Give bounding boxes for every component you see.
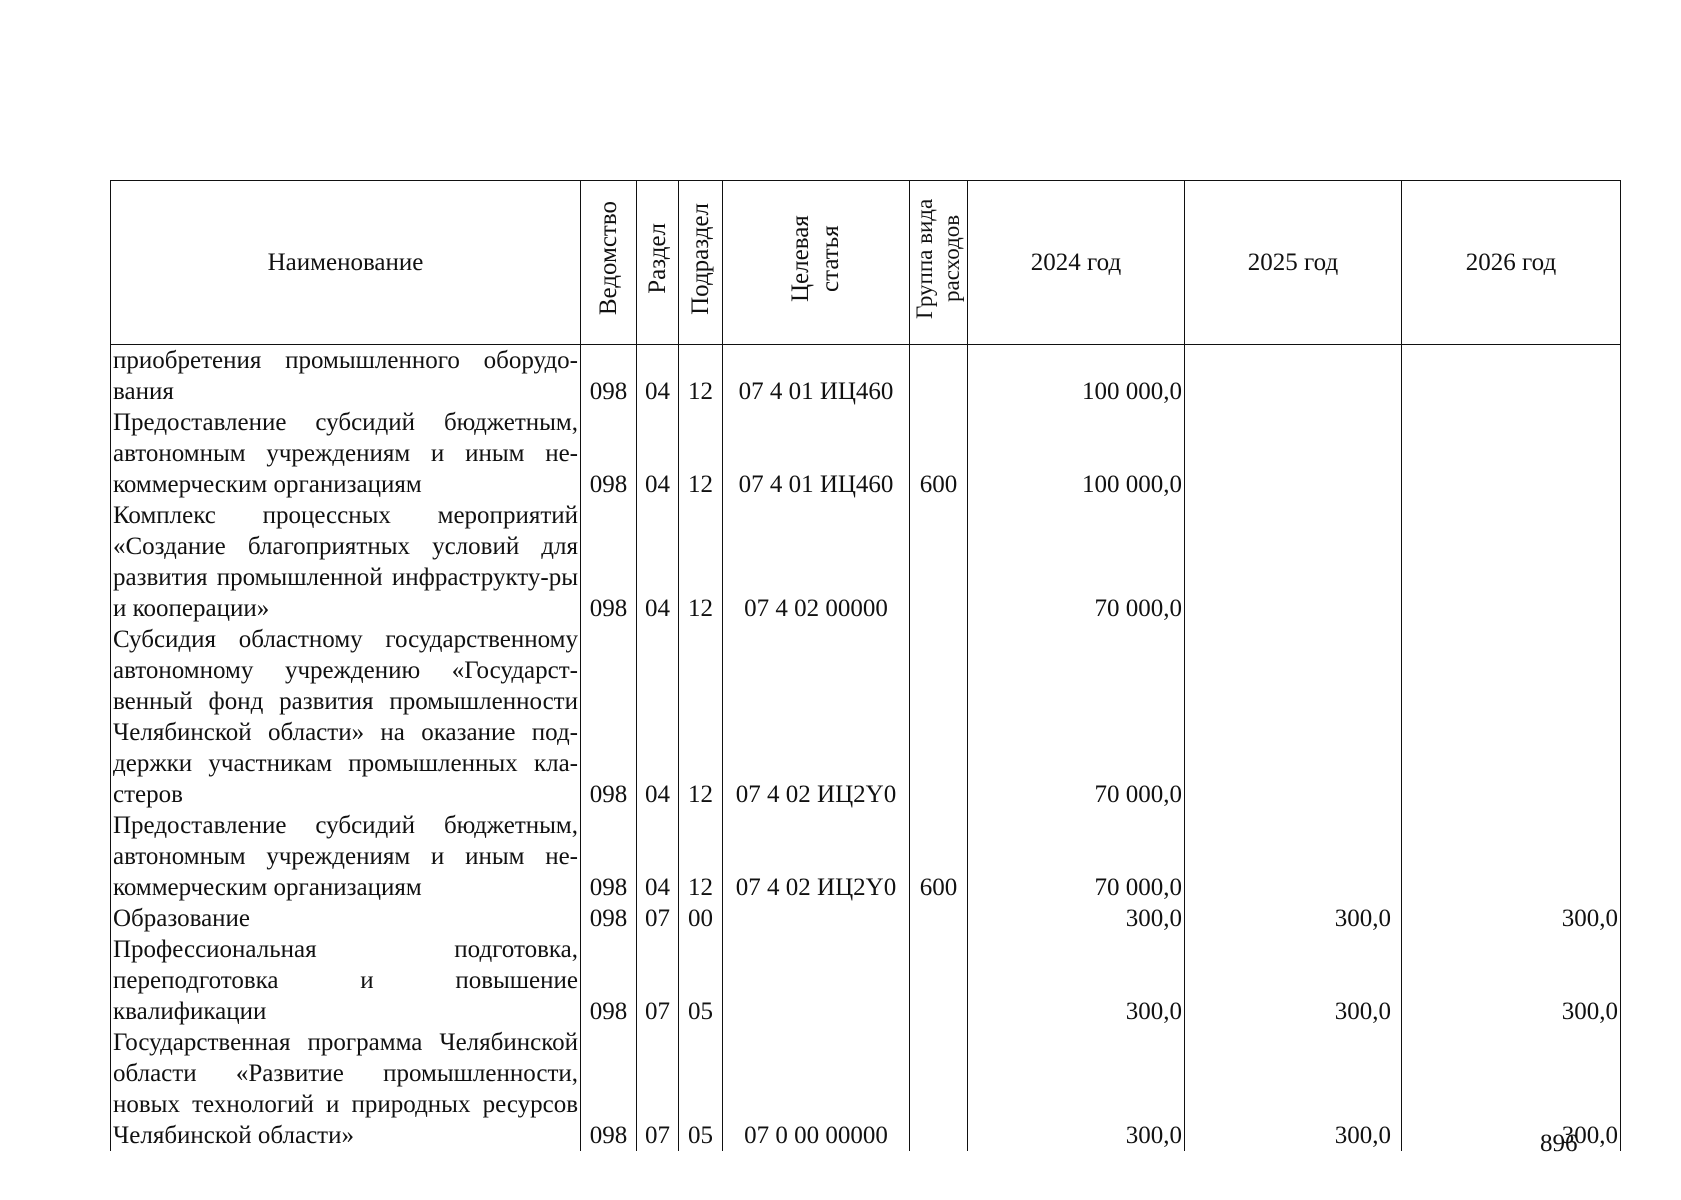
row-ministry: 098 [581, 345, 637, 408]
row-2025: 300,0 [1185, 1027, 1402, 1151]
row-section: 07 [637, 903, 679, 934]
row-section: 07 [637, 934, 679, 1027]
header-ministry [581, 181, 637, 345]
row-2025 [1185, 500, 1402, 624]
row-subsection: 05 [679, 1027, 723, 1151]
row-section: 07 [637, 1027, 679, 1151]
row-subsection: 12 [679, 624, 723, 810]
header-year-2024: 2024 год [968, 181, 1185, 345]
row-subsection: 12 [679, 345, 723, 408]
row-target [723, 934, 910, 1027]
row-ministry: 098 [581, 810, 637, 903]
page-number: 896 [1540, 1130, 1578, 1157]
row-ministry: 098 [581, 407, 637, 500]
table-row [111, 407, 1621, 500]
row-ministry: 098 [581, 500, 637, 624]
row-2024: 300,0 [968, 1027, 1185, 1151]
row-subsection: 12 [679, 407, 723, 500]
row-2025 [1185, 345, 1402, 408]
table-row [111, 624, 1621, 810]
row-2025 [1185, 810, 1402, 903]
row-name: Субсидия областному государственному автономному учреждению «Государст-венный фонд развития промышленности Челябинской области» на оказание под-держки участникам промышленных кла-стеров [111, 624, 581, 810]
row-group [910, 903, 968, 934]
table-header-row [111, 181, 1621, 345]
row-2024: 300,0 [968, 934, 1185, 1027]
header-ministry-label: Ведомство [594, 201, 622, 316]
row-name: Комплекс процессных мероприятий «Создание благоприятных условий для развития промышленной инфраструкту-ры и кооперации» [111, 500, 581, 624]
row-subsection: 05 [679, 934, 723, 1027]
row-2024: 70 000,0 [968, 624, 1185, 810]
row-2025 [1185, 407, 1402, 500]
row-2026 [1402, 810, 1621, 903]
header-section-label: Раздел [643, 223, 671, 294]
row-section: 04 [637, 500, 679, 624]
row-target: 07 4 02 ИЦ2Y0 [723, 810, 910, 903]
row-target: 07 4 02 ИЦ2Y0 [723, 624, 910, 810]
header-target-article-label: Целевая статья [787, 215, 844, 302]
row-group [910, 1027, 968, 1151]
table-row [111, 934, 1621, 1027]
table-row [111, 345, 1621, 408]
row-name: Государственная программа Челябинской области «Развитие промышленности, новых технологий и природных ресурсов Челябинской области» [111, 1027, 581, 1151]
table-row [111, 1027, 1621, 1151]
row-2024: 70 000,0 [968, 810, 1185, 903]
row-group [910, 345, 968, 408]
row-ministry: 098 [581, 624, 637, 810]
row-2026: 300,0 [1402, 1027, 1621, 1151]
header-subsection-label: Подраздел [686, 202, 714, 315]
budget-table [110, 180, 1621, 1151]
row-2026: 300,0 [1402, 934, 1621, 1027]
row-section: 04 [637, 810, 679, 903]
header-expense-group-label: Группа вида расходов [911, 198, 964, 319]
table-row [111, 810, 1621, 903]
row-ministry: 098 [581, 903, 637, 934]
row-group [910, 624, 968, 810]
row-2025: 300,0 [1185, 934, 1402, 1027]
row-group: 600 [910, 407, 968, 500]
header-subsection [679, 181, 723, 345]
header-name: Наименование [111, 181, 581, 345]
row-group: 600 [910, 810, 968, 903]
row-subsection: 12 [679, 810, 723, 903]
header-expense-group [910, 181, 968, 345]
row-target: 07 4 01 ИЦ460 [723, 345, 910, 408]
header-section [637, 181, 679, 345]
row-name: Образование [111, 903, 581, 934]
row-ministry: 098 [581, 1027, 637, 1151]
header-year-2025: 2025 год [1185, 181, 1402, 345]
header-target-article [723, 181, 910, 345]
row-2024: 300,0 [968, 903, 1185, 934]
row-section: 04 [637, 345, 679, 408]
row-target: 07 4 02 00000 [723, 500, 910, 624]
row-name: Предоставление субсидий бюджетным, автономным учреждениям и иным не-коммерческим организациям [111, 407, 581, 500]
row-section: 04 [637, 624, 679, 810]
table-row [111, 500, 1621, 624]
row-target [723, 903, 910, 934]
row-2026 [1402, 624, 1621, 810]
row-subsection: 00 [679, 903, 723, 934]
row-2026: 300,0 [1402, 903, 1621, 934]
row-target: 07 4 01 ИЦ460 [723, 407, 910, 500]
row-2024: 100 000,0 [968, 407, 1185, 500]
row-ministry: 098 [581, 934, 637, 1027]
row-subsection: 12 [679, 500, 723, 624]
row-2025 [1185, 624, 1402, 810]
row-group [910, 500, 968, 624]
row-2026 [1402, 500, 1621, 624]
row-2024: 70 000,0 [968, 500, 1185, 624]
table-row [111, 903, 1621, 934]
row-2026 [1402, 407, 1621, 500]
row-target: 07 0 00 00000 [723, 1027, 910, 1151]
row-2025: 300,0 [1185, 903, 1402, 934]
row-2024: 100 000,0 [968, 345, 1185, 408]
row-group [910, 934, 968, 1027]
row-name: приобретения промышленного оборудо-вания [111, 345, 581, 408]
row-section: 04 [637, 407, 679, 500]
row-name: Предоставление субсидий бюджетным, автономным учреждениям и иным не-коммерческим организациям [111, 810, 581, 903]
header-year-2026: 2026 год [1402, 181, 1621, 345]
row-name: Профессиональная подготовка, переподготовка и повышение квалификации [111, 934, 581, 1027]
row-2026 [1402, 345, 1621, 408]
